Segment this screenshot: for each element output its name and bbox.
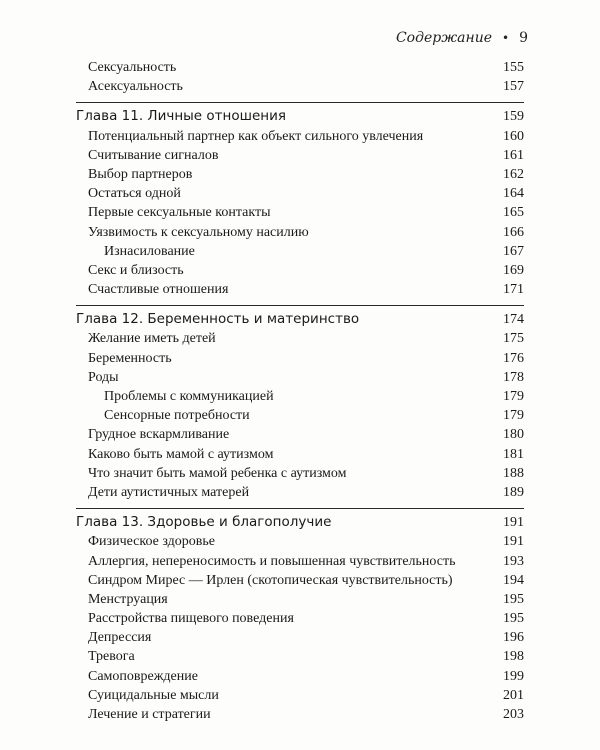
table-of-contents [76,58,524,724]
toc-entry [76,77,524,96]
toc-entry-label: Аллергия, непереносимость и повышенная чувствительность [88,553,456,569]
page-number: 9 [519,30,528,46]
toc-entry-page: 188 [503,465,524,481]
toc-entry [76,464,524,483]
toc-entry [76,184,524,203]
toc-entry-label: Проблемы с коммуникацией [104,389,274,404]
toc-entry [76,425,524,444]
toc-entry [76,349,524,368]
toc-entry-label: Грудное вскармливание [88,427,230,443]
toc-entry-page: 191 [503,534,524,550]
toc-entry-label: Выбор партнеров [88,166,193,182]
toc-subentry [76,242,524,261]
toc-entry [76,705,524,724]
toc-entry-label: Первые сексуальные контакты [88,205,271,221]
toc-entry-label: Изнасилование [104,243,195,259]
toc-entry-page: 201 [503,687,524,703]
toc-entry-page: 203 [503,707,524,722]
toc-entry-label: Суицидальные мысли [88,687,219,703]
toc-entry [76,261,524,280]
toc-entry [76,628,524,647]
toc-entry [76,532,524,551]
toc-entry-page: 155 [503,60,524,75]
toc-entry-page: 167 [503,243,524,259]
toc-entry [76,58,524,77]
toc-entry [76,127,524,146]
toc-entry-label: Каково быть мамой с аутизмом [88,446,274,462]
running-title: Содержание [395,30,492,46]
chapter-heading [76,513,524,532]
toc-entry [76,571,524,590]
chapter-divider-rule [76,102,524,103]
toc-entry-label: Считывание сигналов [88,147,219,163]
toc-entry-page: 157 [503,79,524,95]
toc-entry-label: Дети аутистичных матерей [88,484,250,500]
toc-entry-label: Уязвимость к сексуальному насилию [88,224,309,240]
toc-entry-page: 169 [503,262,524,278]
toc-entry-page: 162 [503,166,524,182]
toc-entry-label: Беременность [88,350,172,366]
toc-entry-page: 195 [503,591,524,607]
toc-entry [76,203,524,222]
toc-entry [76,368,524,387]
toc-entry-label: Расстройства пищевого поведения [88,611,294,627]
toc-entry-page: 194 [503,572,524,588]
chapters-container [76,102,524,724]
toc-entry [76,146,524,165]
toc-entry-label: Секс и близость [88,262,184,278]
toc-entry-page: 180 [503,427,524,443]
toc-entry [76,223,524,242]
toc-entry-label: Остаться одной [88,186,181,202]
toc-entry-label: Желание иметь детей [88,331,216,347]
toc-entry [76,445,524,464]
toc-entry-page: 189 [503,484,524,500]
toc-entry [76,647,524,666]
separator-bullet: • [502,31,510,45]
chapter-title: Глава 12. Беременность и материнство [76,311,360,328]
toc-entry [76,280,524,299]
toc-entry [76,165,524,184]
toc-entry-label: Сексуальность [88,60,177,75]
toc-entry-page: 176 [503,350,524,366]
toc-entry-label: Асексуальность [88,79,183,95]
toc-entry-label: Роды [88,369,119,385]
toc-entry-page: 198 [503,649,524,665]
chapter-divider-rule [76,305,524,306]
toc-entry-label: Физическое здоровье [88,534,215,550]
chapter-heading [76,310,524,329]
toc-entry [76,667,524,686]
toc-entry-page: 165 [503,205,524,221]
toc-entry [76,686,524,705]
chapter-page: 174 [503,312,524,328]
toc-entry-label: Депрессия [88,630,152,646]
toc-entry-page: 199 [503,668,524,684]
chapter-divider-rule [76,508,524,509]
chapter-page: 191 [503,515,524,531]
toc-subentry [76,387,524,406]
toc-entry-page: 195 [503,611,524,627]
toc-entry-page: 175 [503,331,524,347]
chapter-title: Глава 11. Личные отношения [76,108,286,125]
toc-entry-label: Синдром Мирес — Ирлен (скотопическая чувствительность) [88,572,453,588]
toc-entry-page: 160 [503,128,524,144]
toc-entry-page: 166 [503,224,524,240]
chapter-title: Глава 13. Здоровье и благополучие [76,514,332,531]
chapter-page: 159 [503,109,524,125]
toc-entry [76,329,524,348]
toc-entry-label: Счастливые отношения [88,282,229,298]
toc-entry-page: 171 [503,282,524,298]
toc-entry [76,552,524,571]
toc-entry [76,483,524,502]
toc-entry-page: 164 [503,186,524,202]
chapter-heading [76,107,524,126]
toc-entry-page: 179 [503,408,524,424]
toc-entry-label: Потенциальный партнер как объект сильного увлечения [88,128,424,144]
toc-entry [76,609,524,628]
toc-entry-label: Самоповреждение [88,668,198,684]
toc-entry-label: Что значит быть мамой ребенка с аутизмом [88,465,347,481]
toc-entry-page: 161 [503,147,524,163]
toc-entry-label: Сенсорные потребности [104,408,250,424]
toc-entry-label: Лечение и стратегии [88,707,211,722]
toc-entry-page: 193 [503,553,524,569]
running-header [396,30,528,46]
toc-entry-page: 181 [503,446,524,462]
toc-entry-page: 196 [503,630,524,646]
toc-entry [76,590,524,609]
toc-entry-label: Менструация [88,591,168,607]
toc-entry-label: Тревога [88,649,135,665]
toc-entry-page: 178 [503,369,524,385]
toc-subentry [76,406,524,425]
toc-entry-page: 179 [503,389,524,404]
